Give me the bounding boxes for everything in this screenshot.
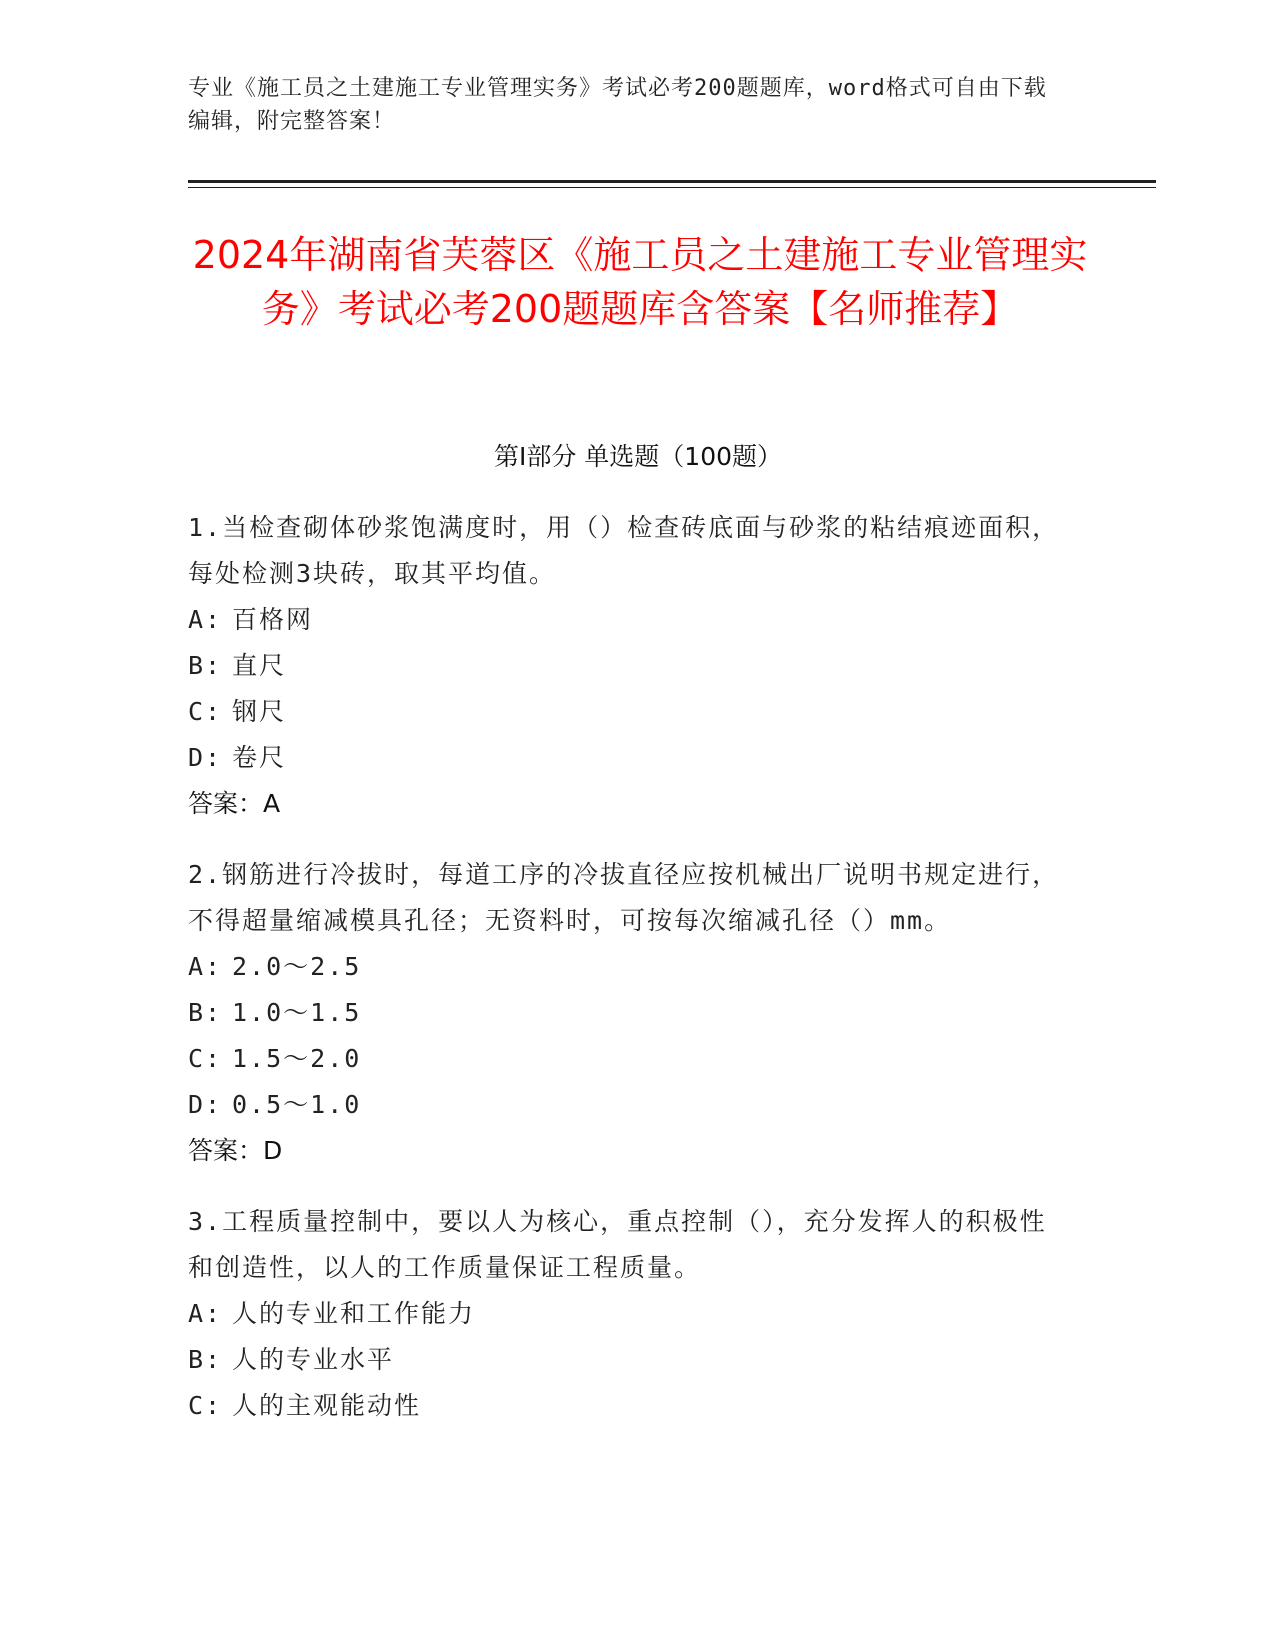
question-1	[188, 505, 1068, 827]
header-note: 专业《施工员之土建施工专业管理实务》考试必考200题题库，word格式可自由下载编辑，附完整答案！	[188, 76, 1047, 134]
option-letter: C:	[188, 1391, 223, 1420]
option-text: 1.0～1.5	[232, 998, 362, 1027]
option-text: 人的专业水平	[232, 1345, 395, 1374]
option-c	[188, 1383, 1068, 1429]
option-text: 2.0～2.5	[232, 952, 362, 981]
option-letter: A:	[188, 952, 223, 981]
option-text: 钢尺	[232, 697, 287, 726]
option-c	[188, 689, 1068, 735]
option-b	[188, 643, 1068, 689]
header-divider-thin	[188, 187, 1156, 188]
option-text: 直尺	[232, 651, 287, 680]
option-letter: D:	[188, 743, 223, 772]
option-a	[188, 597, 1068, 643]
option-letter: D:	[188, 1090, 223, 1119]
option-c	[188, 1036, 1068, 1082]
option-letter: B:	[188, 651, 223, 680]
section-heading: 第Ⅰ部分 单选题（100题）	[493, 442, 783, 471]
option-letter: A:	[188, 605, 223, 634]
option-text: 0.5～1.0	[232, 1090, 362, 1119]
header-divider-thick	[188, 180, 1156, 183]
option-letter: A:	[188, 1299, 223, 1328]
option-a	[188, 944, 1068, 990]
question-2	[188, 852, 1068, 1174]
option-text: 卷尺	[232, 743, 287, 772]
option-letter: C:	[188, 697, 223, 726]
answer-line: 答案：A	[188, 789, 281, 818]
question-3	[188, 1199, 1068, 1429]
option-b	[188, 990, 1068, 1036]
option-a	[188, 1291, 1068, 1337]
option-d	[188, 1082, 1068, 1128]
option-text: 1.5～2.0	[232, 1044, 362, 1073]
document-title: 2024年湖南省芙蓉区《施工员之土建施工专业管理实务》考试必考200题题库含答案【名师推荐】	[192, 233, 1088, 331]
option-text: 人的主观能动性	[232, 1391, 422, 1420]
option-letter: B:	[188, 998, 223, 1027]
option-letter: B:	[188, 1345, 223, 1374]
question-stem: 3.工程质量控制中，要以人为核心，重点控制（），充分发挥人的积极性和创造性，以人的工作质量保证工程质量。	[188, 1207, 1047, 1282]
question-stem: 2.钢筋进行冷拔时，每道工序的冷拔直径应按机械出厂说明书规定进行，不得超量缩减模具孔径；无资料时，可按每次缩减孔径（）mm。	[188, 860, 1060, 935]
answer-line: 答案：D	[188, 1136, 283, 1165]
question-stem: 1.当检查砌体砂浆饱满度时，用（）检查砖底面与砂浆的粘结痕迹面积，每处检测3块砖，取其平均值。	[188, 513, 1060, 588]
option-text: 人的专业和工作能力	[232, 1299, 476, 1328]
option-b	[188, 1337, 1068, 1383]
option-text: 百格网	[232, 605, 314, 634]
option-letter: C:	[188, 1044, 223, 1073]
option-d	[188, 735, 1068, 781]
